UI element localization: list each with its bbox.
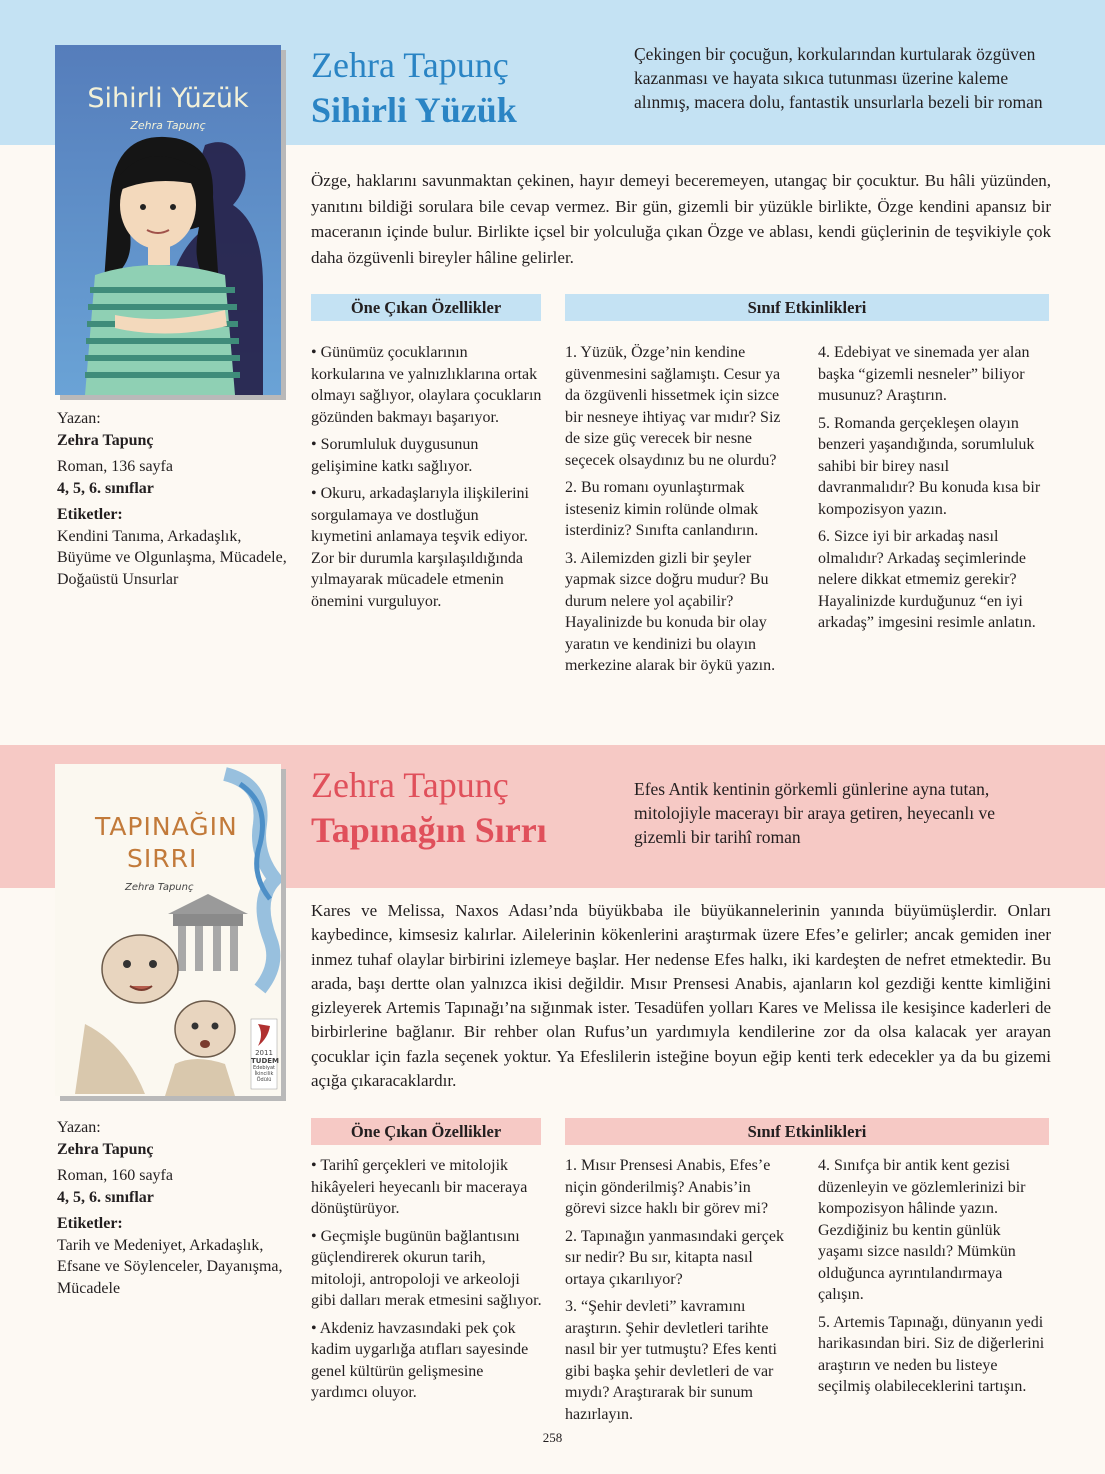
features-list [311, 1155, 543, 1410]
book-meta [57, 408, 297, 590]
activities-header: Sınıf Etkinlikleri [565, 294, 1049, 321]
book-tagline: Çekingen bir çocuğun, korkularından kurtularak özgüven kazanması ve hayata sıkıca tutunması üzerine kaleme alınmış, macera dolu, fantastik unsurlarla bezeli bir roman [634, 44, 1043, 112]
feature-item: • Tarihî gerçekleri ve mitolojik hikâyeleri heyecanlı bir maceraya dönüştürüyor. [311, 1157, 528, 1217]
meta-grades: 4, 5, 6. sınıflar [57, 1188, 154, 1206]
features-list [311, 342, 543, 618]
book-summary: Özge, haklarını savunmaktan çekinen, hayır demeyi beceremeyen, utangaç bir çocuktur. Bu hâli yüzünden, yanıtını bildiği sorulara bile cevap vermez. Bir gün, gizemli bir yüzükle birlikte, Özge kendini apansız bir maceranın içinde bulur. Birlikte içsel bir yolculuğa çıkan Özge ve ablası, kendi güçlerinin de teşvikiyle çok daha özgüvenli bireyler hâline gelirler. [311, 171, 1051, 267]
activities-list-right [818, 342, 1049, 640]
badge-text: Edebiyat İkincilik Ödülü [253, 1065, 275, 1083]
meta-grades: 4, 5, 6. sınıflar [57, 479, 154, 497]
meta-format: Roman, 136 sayfa [57, 458, 173, 475]
book-meta [57, 1117, 297, 1299]
activities-header: Sınıf Etkinlikleri [565, 1118, 1049, 1145]
activity-item: 6. Sizce iyi bir arkadaş nasıl olmalıdır? Arkadaş seçimlerinde nelere dikkat etmemiz gerekir? Hayalinizde kurduğunuz “en iyi arkadaş” imgesini resimle anlatın. [818, 528, 1036, 631]
feature-item: • Okuru, arkadaşlarıyla ilişkilerini sorgulamaya ve dostluğun kıymetini anlamaya teşvik ediyor. Zor bir durumla karşılaşıldığında yılmayarak mücadele etmenin önemini vurguluyor. [311, 485, 529, 610]
cover-title: Sihirli Yüzük [87, 83, 249, 114]
activities-list-right [818, 1155, 1049, 1404]
book-author-heading: Zehra Tapunç [311, 45, 509, 85]
meta-format: Roman, 160 sayfa [57, 1167, 173, 1184]
meta-tags-label: Etiketler: [57, 506, 123, 523]
activities-list-left [565, 1155, 793, 1431]
feature-item: • Geçmişle bugünün bağlantısını güçlendirerek okurun tarih, mitoloji, antropoloji ve arkeoloji gibi dalları merak etmesini sağlıyor. [311, 1227, 542, 1309]
features-header: Öne Çıkan Özellikler [311, 1118, 541, 1145]
feature-item: • Akdeniz havzasındaki pek çok kadim uygarlığa atıfları sayesinde genel kültürün gelişmesine yardımcı oluyor. [311, 1319, 529, 1401]
meta-author-name: Zehra Tapunç [57, 431, 154, 449]
book-summary: Kares ve Melissa, Naxos Adası’nda büyükbaba ile büyükannelerinin yanında büyümüşlerdir. Onları kaybedince, kimsesiz kalırlar. Ailelerinin kökenlerini araştırmak üzere Efes’e gelirler; ancak gemiden iner inmez tuhaf olaylar birbirini izlemeye başlar. Her nedense Efes halkı, iki kardeşten de nefret etmektedir. Bu arada, başı dertte olan yalnızca ikisi değildir. Mısır Prensesi Anabis, ajanların kol gezdiği kentte kimliğini gizleyerek Artemis Tapınağı’na sığınmak ister. Tesadüfen yolları Kares ve Melissa ile kesişince kaderleri de birbirlerine bağlanır. Bir rehber olan Rufus’un yardımıyla kendilerine zor da olsa kalacak yer arayan çocuklar için fazla seçenek yoktur. Ya Efeslilerin isteğine boyun eğip kenti terk edecekler ya da bu gizemi açığa çıkaracaklardır. [311, 901, 1051, 1091]
book-title-heading: Sihirli Yüzük [311, 90, 517, 130]
feature-item: • Sorumluluk duygusunun gelişimine katkı sağlıyor. [311, 436, 479, 475]
cover-title-line2: SIRRI [127, 844, 198, 873]
activities-list-left [565, 342, 793, 683]
page-number: 258 [542, 1430, 563, 1445]
activity-item: 4. Sınıfça bir antik kent gezisi düzenleyin ve gözlemlerinizi bir kompozisyon hâlinde yazın. Gezdiğiniz bu kentin günlük yaşamı sizce nasıldı? Mümkün olduğunca ayrıntılandırmaya çalışın. [818, 1157, 1026, 1303]
meta-tags: Tarih ve Medeniyet, Arkadaşlık, Efsane ve Söylenceler, Dayanışma, Mücadele [57, 1236, 283, 1297]
meta-author-label: Yazan: [57, 1119, 101, 1136]
activity-item: 1. Mısır Prensesi Anabis, Efes’e niçin gönderilmiş? Anabis’in görevi sizce haklı bir görev mi? [565, 1157, 771, 1217]
activity-item: 2. Tapınağın yanmasındaki gerçek sır nedir? Bu sır, kitapta nasıl ortaya çıkarılıyor? [565, 1227, 784, 1288]
activity-item: 2. Bu romanı oyunlaştırmak isteseniz kimin rolünde olmak isterdiniz? Sınıfta canlandırın. [565, 479, 759, 539]
book-title-heading: Tapınağın Sırrı [311, 810, 547, 850]
book-cover-tapinagin-sirri [55, 764, 281, 1096]
cover-title-line1: TAPINAĞIN [95, 812, 238, 841]
activity-item: 3. Ailemizden gizli bir şeyler yapmak sizce doğru mudur? Bu durum nelere yol açabilir? Hayalinizde bu konuda bir olay yaratın ve kendinizi bu olayın merkezine alarak bir öykü yazın. [565, 549, 776, 674]
activity-item: 4. Edebiyat ve sinemada yer alan başka “gizemli nesneler” biliyor musunuz? Araştırın. [818, 344, 1030, 404]
cover-author: Zehra Tapunç [125, 882, 194, 893]
meta-tags-label: Etiketler: [57, 1215, 123, 1232]
feature-item: • Günümüz çocuklarının korkularına ve yalnızlıklarına ortak olmayı sağlıyor, olaylara çocukların gözünden bakmayı başarıyor. [311, 344, 542, 426]
features-header: Öne Çıkan Özellikler [311, 294, 541, 321]
badge-org: TUDEM [251, 1057, 280, 1065]
cover-author: Zehra Tapunç [130, 119, 206, 132]
badge-year: 2011 [255, 1049, 273, 1057]
meta-author-name: Zehra Tapunç [57, 1140, 154, 1158]
meta-author-label: Yazan: [57, 410, 101, 427]
book-tagline: Efes Antik kentinin görkemli günlerine ayna tutan, mitolojiyle macerayı bir araya getiren, heyecanlı ve gizemli bir tarihî roman [634, 779, 996, 847]
activity-item: 5. Artemis Tapınağı, dünyanın yedi harikasından biri. Siz de diğerlerini araştırın ve neden bu listeye seçilmiş olabileceklerini tartışın. [818, 1313, 1045, 1395]
book-author-heading: Zehra Tapunç [311, 765, 509, 805]
activity-item: 5. Romanda gerçekleşen olayın benzeri yaşandığında, sorumluluk sahibi bir birey nasıl davranmalıdır? Bu konuda kısa bir kompozisyon yazın. [818, 414, 1041, 518]
activity-item: 3. “Şehir devleti” kavramını araştırın. Şehir devletleri tarihte nasıl bir yer tutmuştu? Efes kenti gibi başka şehir devletleri de var mıydı? Araştırarak bir sunum hazırlayın. [565, 1298, 777, 1423]
meta-tags: Kendini Tanıma, Arkadaşlık, Büyüme ve Olgunlaşma, Mücadele, Doğaüstü Unsurlar [57, 527, 287, 588]
activity-item: 1. Yüzük, Özge’nin kendine güvenmesini sağlamıştı. Cesur ya da özgüvenli hissetmek için sizce bir nesneye ihtiyaç var mıdır? Siz de size güç verecek bir nesne seçecek olsaydınız bu ne olurdu? [565, 344, 781, 469]
award-badge [251, 1049, 280, 1083]
book-cover-sihirli-yuzuk [55, 45, 281, 395]
